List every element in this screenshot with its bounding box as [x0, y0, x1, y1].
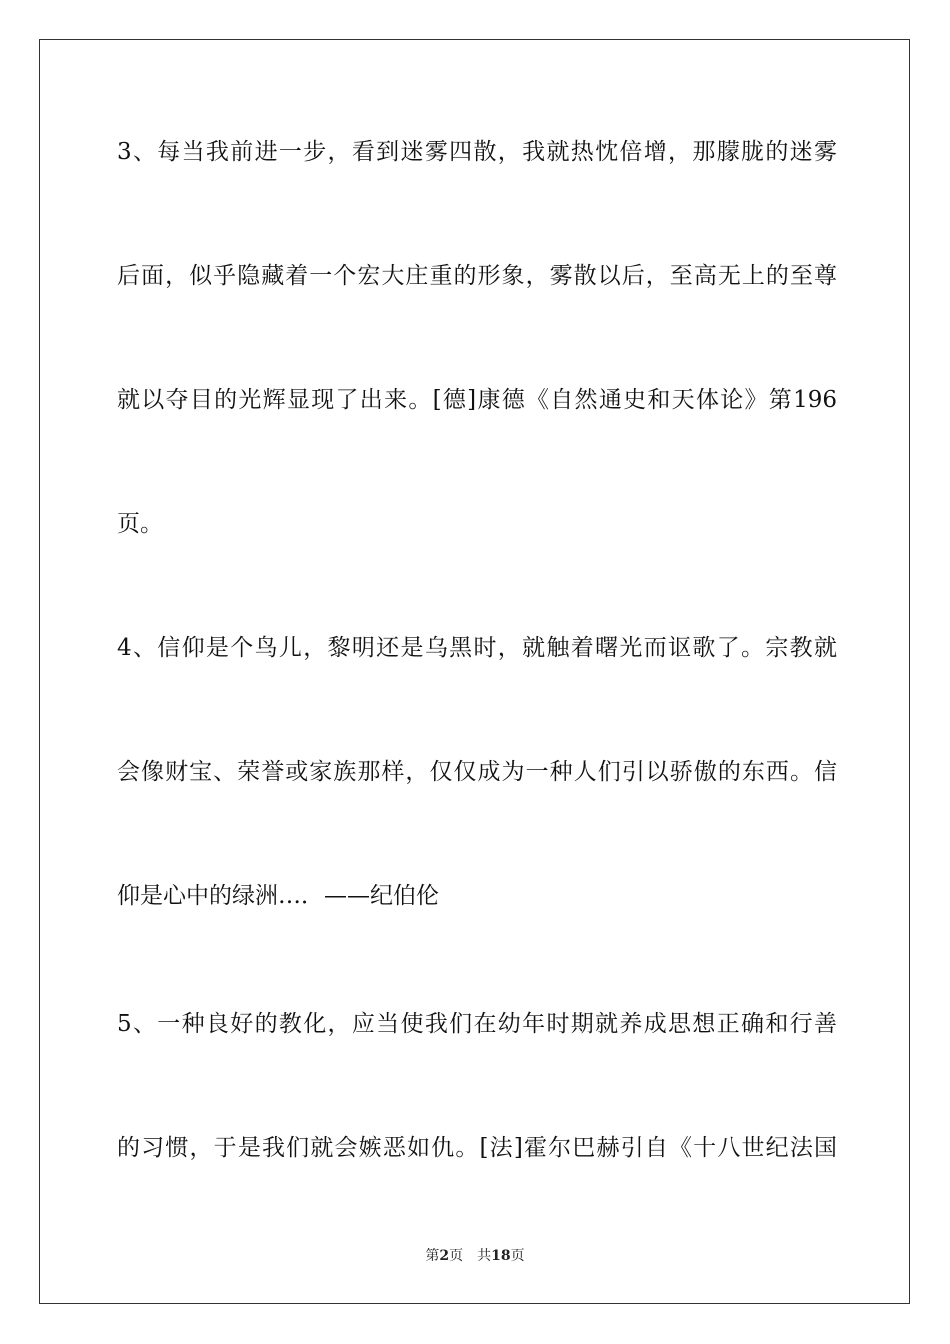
text-line-4: 页。: [117, 511, 163, 537]
text-line-1: 3、每当我前进一步，看到迷雾四散，我就热忱倍增，那朦胧的迷雾: [117, 139, 837, 165]
text-line-6: 会像财宝、荣誉或家族那样，仅仅成为一种人们引以骄傲的东西。信: [117, 759, 837, 785]
page-border: [39, 39, 910, 1304]
text-line-3: 就以夺目的光辉显现了出来。[德]康德《自然通史和天体论》第196: [117, 387, 837, 413]
text-line-7: 仰是心中的绿洲…．——纪伯伦: [117, 883, 439, 909]
total-page-count: 18: [491, 1248, 511, 1264]
footer-prefix: 第: [425, 1248, 440, 1264]
footer-suffix: 页: [510, 1248, 525, 1264]
text-line-9: 的习惯，于是我们就会嫉恶如仇。[法]霍尔巴赫引自《十八世纪法国: [117, 1135, 837, 1161]
current-page-number: 2: [439, 1248, 450, 1264]
text-line-5: 4、信仰是个鸟儿，黎明还是乌黑时，就触着曙光而讴歌了。宗教就: [117, 635, 837, 661]
page-footer: [0, 1247, 950, 1265]
text-line-8: 5、一种良好的教化，应当使我们在幼年时期就养成思想正确和行善: [117, 1011, 837, 1037]
footer-middle: 页 共: [449, 1248, 492, 1264]
text-line-2: 后面，似乎隐藏着一个宏大庄重的形象，雾散以后，至高无上的至尊: [117, 263, 837, 289]
